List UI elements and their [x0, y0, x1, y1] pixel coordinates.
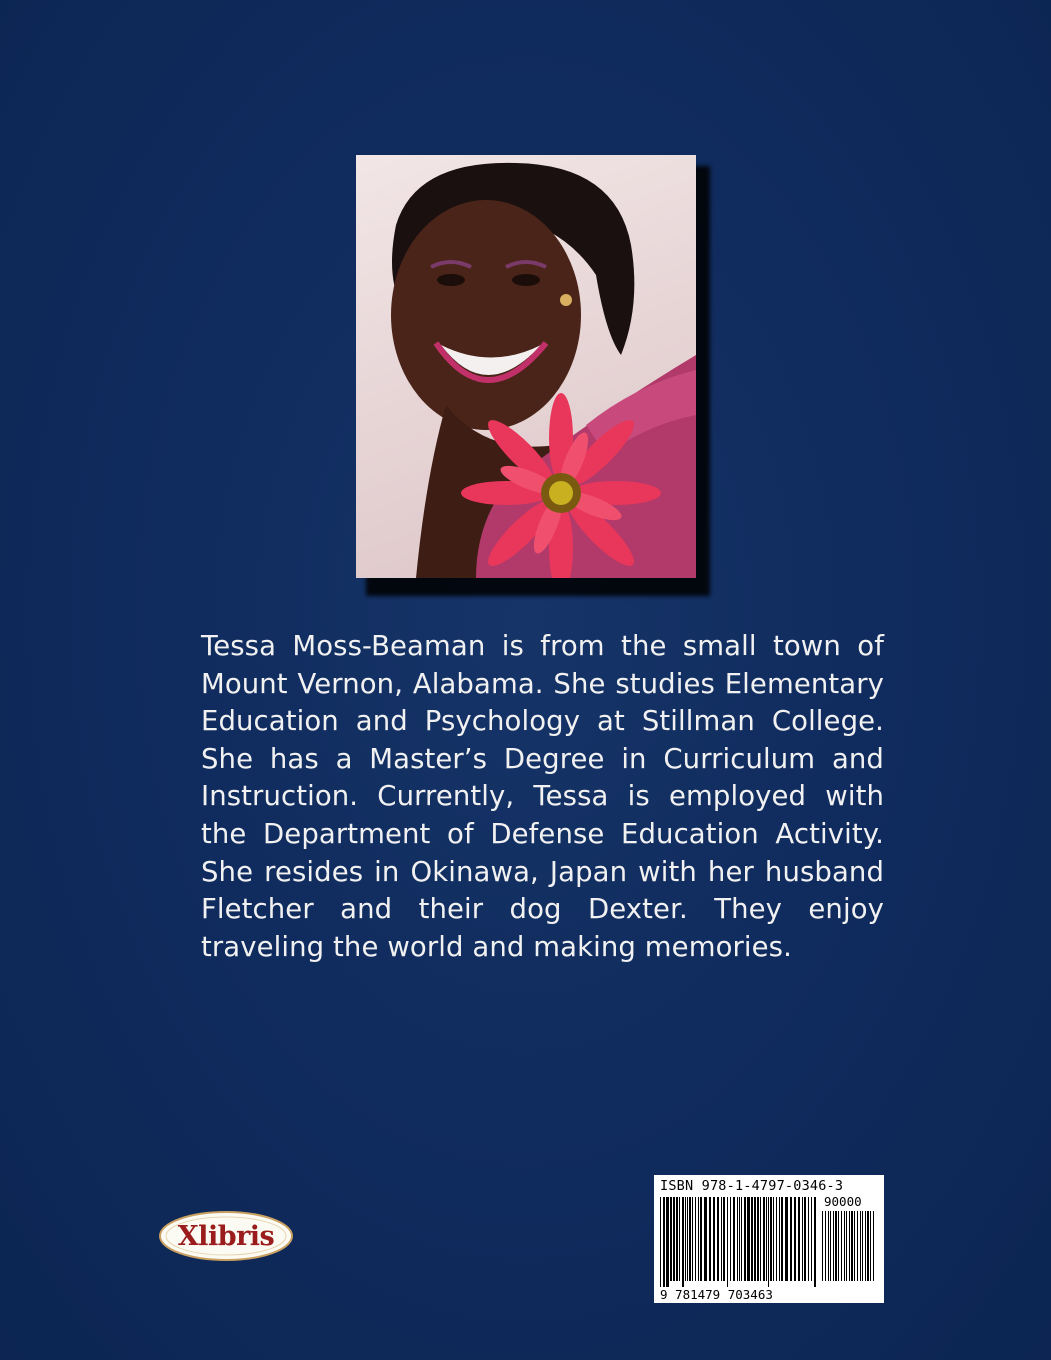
publisher-logo [158, 1210, 294, 1262]
author-photo [356, 155, 696, 578]
price-code: 90000 [824, 1194, 862, 1209]
ean-bars [660, 1197, 820, 1287]
addon-bars [822, 1211, 878, 1287]
isbn-label: ISBN 978-1-4797-0346-3 [660, 1178, 844, 1194]
author-bio: Tessa Moss-Beaman is from the small town of Mount Vernon, Alabama. She studies Elementary Education and Psychology at Stillman College. She has a Master’s Degree in Curriculum and Instruction. Currently, Tessa is employed with the Department of Defense Education Activity. She resides in Okinawa, Japan with her husband Fletcher and their dog Dexter. They enjoy traveling the world and making memories. [201, 630, 884, 963]
isbn-barcode [654, 1175, 884, 1303]
ean-digits: 9 781479 703463 [660, 1287, 773, 1302]
publisher-logo-text: Xlibris [177, 1220, 275, 1252]
